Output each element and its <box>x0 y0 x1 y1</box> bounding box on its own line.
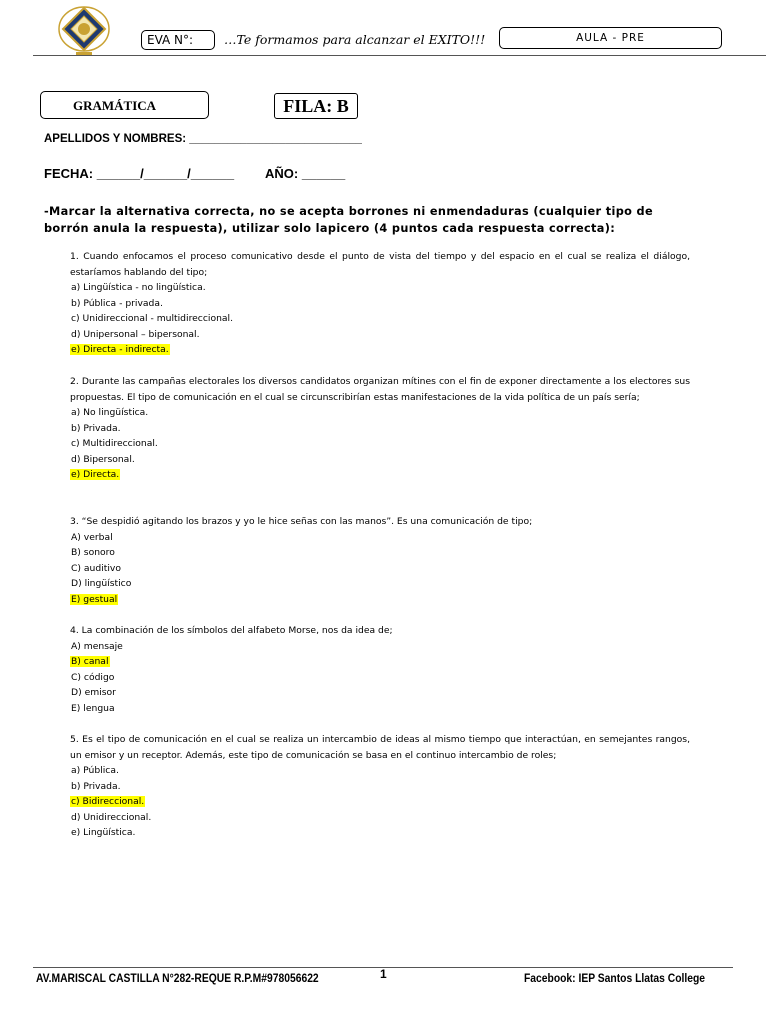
answer-option: d) Unidireccional. <box>71 811 152 823</box>
question-stem: 2. Durante las campañas electorales los diversos candidatos organizan mítines con el fin de exponer directamente a los electores sus propuestas. El tipo de comunicación en el cual se circunscribirían estas manifestaciones de la vida política de un país sería; <box>70 376 690 403</box>
answer-option: b) Privada. <box>71 422 121 434</box>
answer-option: A) verbal <box>71 531 113 543</box>
answer-option: D) emisor <box>71 687 116 698</box>
school-motto: …Te formamos para alcanzar el EXITO!!! <box>224 32 486 47</box>
footer-facebook: Facebook: IEP Santos Llatas College <box>524 971 706 985</box>
answer-option: E) lengua <box>71 702 115 714</box>
question-stem: 4. La combinación de los símbolos del alfabeto Morse, nos da idea de; <box>70 625 393 636</box>
answer-option: d) Bipersonal. <box>71 453 135 465</box>
evaluation-number-label: EVA N°: <box>147 33 194 47</box>
correct-answer-option: e) Directa. <box>71 469 120 480</box>
answer-option: b) Pública - privada. <box>71 297 163 309</box>
answer-option: D) lingüístico <box>71 578 132 589</box>
year-field: AÑO: ______ <box>265 166 346 181</box>
answer-option: e) Lingüística. <box>71 827 136 838</box>
instructions: -Marcar la alternativa correcta, no se acepta borrones ni enmendaduras (cualquier tipo de borrón anula la respuesta), utilizar solo lapicero (4 puntos cada respuesta correcta): <box>44 205 653 235</box>
question-2 <box>70 374 690 483</box>
evaluation-number-box <box>141 30 215 50</box>
answer-option: d) Unipersonal – bipersonal. <box>71 328 200 340</box>
question-1 <box>70 249 690 358</box>
answer-option: c) Unidireccional - multidireccional. <box>71 313 234 324</box>
question-stem: 5. Es el tipo de comunicación en el cual se realiza un intercambio de ideas al mismo tiempo que interactúan, en semejantes rangos, un emisor y un receptor. Además, este tipo de comunicación se basa en el continuo intercambio de roles; <box>70 734 690 761</box>
question-5 <box>70 732 690 841</box>
answer-option: a) Lingüística - no lingüística. <box>71 282 206 293</box>
subject-title: GRAMÁTICA <box>40 91 209 119</box>
answer-option: c) Multidireccional. <box>71 438 158 449</box>
header-divider <box>33 55 766 56</box>
answer-option: b) Privada. <box>71 780 121 792</box>
answer-option: C) código <box>71 671 115 683</box>
answer-option: a) No lingüística. <box>71 407 149 418</box>
page-number: 1 <box>380 967 387 981</box>
question-stem: 3. “Se despidió agitando los brazos y yo le hice señas con las manos”. Es una comunicación de tipo; <box>70 516 533 527</box>
correct-answer-option: B) canal <box>71 656 109 667</box>
question-4 <box>70 623 690 716</box>
names-field: APELLIDOS Y NOMBRES: ___________________________ <box>44 133 362 145</box>
footer-address: AV.MARISCAL CASTILLA N°282-REQUE R.P.M#978056622 <box>36 971 319 985</box>
school-logo <box>52 3 116 61</box>
answer-option: B) sonoro <box>71 547 115 558</box>
answer-option: C) auditivo <box>71 562 121 574</box>
classroom-box: AULA - PRE <box>499 27 722 49</box>
correct-answer-option: E) gestual <box>71 593 118 605</box>
correct-answer-option: e) Directa - indirecta. <box>71 344 169 355</box>
date-field: FECHA: ______/______/______ <box>44 166 235 181</box>
answer-option: a) Pública. <box>71 765 119 776</box>
question-stem: 1. Cuando enfocamos el proceso comunicativo desde el punto de vista del tiempo y del espacio en el cual se realiza el diálogo, estaríamos hablando del tipo; <box>70 251 690 278</box>
row-label: FILA: B <box>274 93 358 119</box>
answer-option: A) mensaje <box>71 640 123 652</box>
question-3 <box>70 514 690 607</box>
correct-answer-option: c) Bidireccional. <box>71 796 145 807</box>
